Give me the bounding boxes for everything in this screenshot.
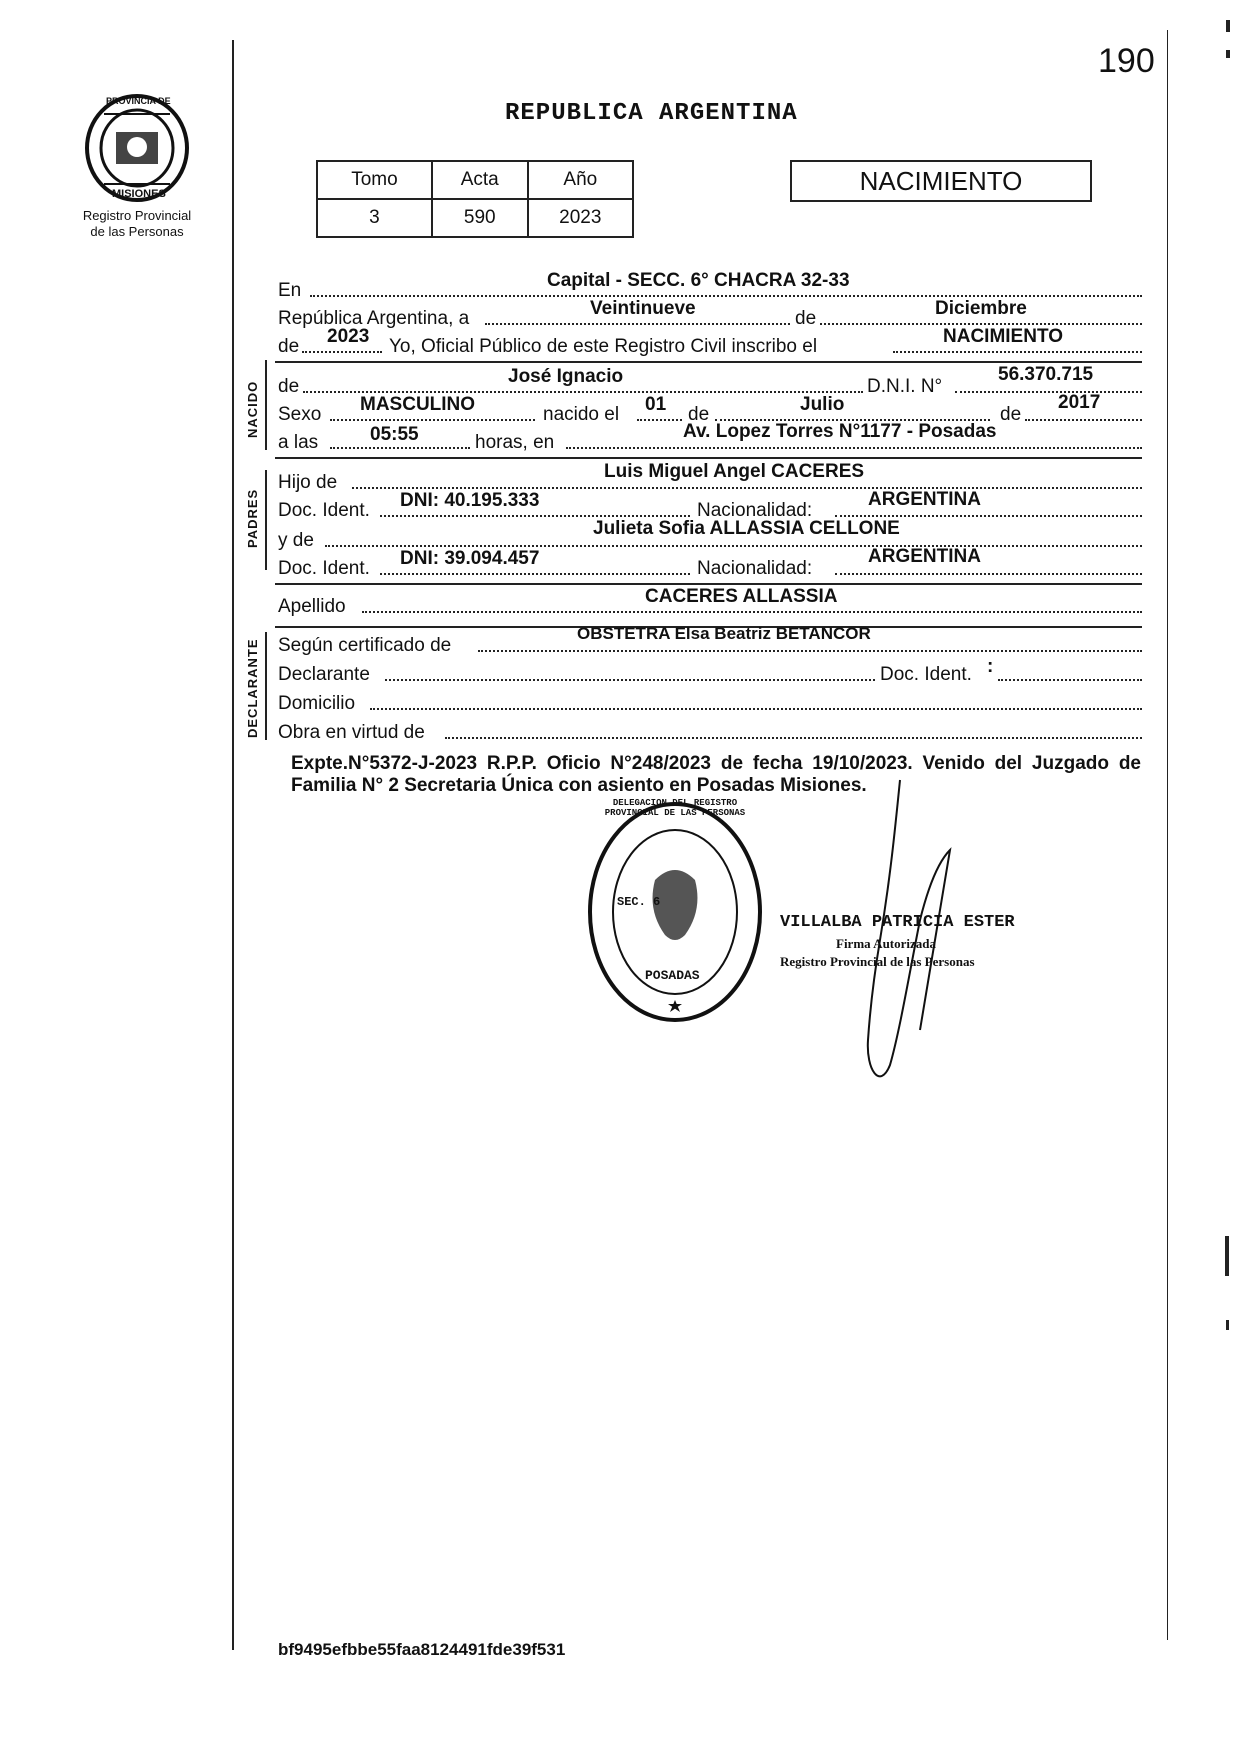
dots-nombre	[303, 391, 863, 393]
value-lugar: Capital - SECC. 6° CHACRA 32-33	[547, 270, 850, 291]
stamp-left-text: SEC. 6	[617, 895, 661, 909]
register-header-anio: Año	[528, 161, 633, 199]
act-type-box: NACIMIENTO	[790, 160, 1092, 202]
side-label-declarante: DECLARANTE	[245, 638, 260, 738]
label-horas-en: horas, en	[475, 432, 555, 453]
label-de-anio-nac: de	[1000, 404, 1022, 425]
side-label-nacido: NACIDO	[245, 380, 260, 438]
register-value-acta: 590	[432, 199, 528, 237]
dots-anio	[302, 351, 382, 353]
side-label-padres: PADRES	[245, 488, 260, 548]
label-nacido-el: nacido el	[543, 404, 620, 425]
divider-1	[275, 361, 1142, 363]
dots-certificado	[478, 650, 1142, 652]
dots-tipo	[893, 351, 1142, 353]
dots-en	[310, 295, 1142, 297]
padres-bracket	[265, 470, 273, 570]
label-doc-ident-1: Doc. Ident.	[278, 500, 370, 521]
value-madre: Julieta Sofia ALLASSIA CELLONE	[593, 518, 900, 539]
signatory-office: Registro Provincial de las Personas	[780, 954, 975, 969]
value-nac-padre: ARGENTINA	[868, 489, 981, 510]
left-margin-line	[232, 40, 234, 1650]
label-de-anio: de	[278, 336, 300, 357]
dots-madre	[325, 545, 1142, 547]
label-apellido: Apellido	[278, 596, 346, 617]
label-obra-virtud: Obra en virtud de	[278, 722, 425, 743]
label-yo-oficial: Yo, Oficial Público de este Registro Civil inscribo el	[389, 336, 818, 357]
value-tipo-inscripcion: NACIMIENTO	[943, 326, 1063, 347]
divider-3	[275, 583, 1142, 585]
value-lugar-nac: Av. Lopez Torres N°1177 - Posadas	[683, 421, 997, 442]
dots-mes	[820, 323, 1142, 325]
dots-apellido	[362, 611, 1142, 613]
value-sexo: MASCULINO	[360, 394, 476, 415]
dots-anio-nac	[1025, 419, 1142, 421]
dots-hora	[330, 447, 470, 449]
value-apellido: CACERES ALLASSIA	[645, 586, 838, 607]
dots-nac-madre	[835, 573, 1142, 575]
value-anio: 2023	[327, 326, 370, 347]
value-doc-madre: DNI: 39.094.457	[400, 548, 540, 569]
scan-mark-4	[1226, 1320, 1229, 1330]
logo-caption-1: Registro Provincial	[82, 208, 192, 223]
register-value-tomo: 3	[317, 199, 432, 237]
signatory-role: Firma Autorizada	[836, 936, 937, 951]
dots-doc-padre	[380, 515, 690, 517]
label-doc-ident-2: Doc. Ident.	[278, 558, 370, 579]
scan-mark-3	[1225, 1236, 1229, 1276]
label-nacionalidad-1: Nacionalidad:	[697, 500, 813, 521]
value-hora: 05:55	[370, 424, 419, 445]
label-sexo: Sexo	[278, 404, 322, 425]
register-header-tomo: Tomo	[317, 161, 432, 199]
value-doc-decl: :	[987, 656, 994, 677]
dots-doc-madre	[380, 573, 690, 575]
value-dia-nac: 01	[645, 394, 667, 415]
seal-text-bottom: MISIONES	[112, 188, 166, 200]
label-dni: D.N.I. N°	[867, 376, 943, 397]
document-hash: bf9495efbbe55faa8124491fde39f531	[278, 1640, 566, 1659]
dots-dia-nac	[637, 419, 682, 421]
label-a-las: a las	[278, 432, 319, 453]
scan-mark-2	[1226, 50, 1230, 58]
label-en: En	[278, 280, 302, 301]
label-declarante: Declarante	[278, 664, 370, 685]
value-dia: Veintinueve	[590, 298, 696, 319]
logo-caption-2: de las Personas	[90, 224, 184, 239]
dots-dia	[485, 323, 790, 325]
signatory-name: VILLALBA PATRICIA ESTER	[780, 913, 1015, 932]
divider-2	[275, 457, 1142, 459]
value-anio-nac: 2017	[1058, 392, 1101, 413]
dots-domicilio	[370, 708, 1142, 710]
value-dni: 56.370.715	[998, 364, 1094, 385]
value-nombre: José Ignacio	[508, 366, 624, 387]
dots-padre	[352, 487, 1142, 489]
register-value-anio: 2023	[528, 199, 633, 237]
page-number: 190	[1098, 42, 1155, 80]
value-doc-padre: DNI: 40.195.333	[400, 490, 540, 511]
nacido-bracket	[265, 360, 273, 450]
label-de-mes-nac: de	[688, 404, 710, 425]
register-table	[316, 160, 634, 238]
stamp-ring-text: DELEGACION DEL REGISTRO PROVINCIAL DE LAS PERSONAS	[604, 798, 746, 818]
page-title: REPUBLICA ARGENTINA	[505, 100, 798, 127]
right-margin-line	[1167, 30, 1168, 1640]
dots-obra-virtud	[445, 737, 1142, 739]
label-hijo-de: Hijo de	[278, 472, 338, 493]
value-mes: Diciembre	[935, 298, 1027, 319]
label-nacionalidad-2: Nacionalidad:	[697, 558, 813, 579]
value-mes-nac: Julio	[800, 394, 845, 415]
dots-sexo	[330, 419, 535, 421]
label-y-de: y de	[278, 530, 314, 551]
label-segun-certificado: Según certificado de	[278, 635, 452, 656]
label-republica: República Argentina, a	[278, 308, 470, 329]
register-header-acta: Acta	[432, 161, 528, 199]
official-stamp	[585, 800, 765, 1025]
label-de-nombre: de	[278, 376, 300, 397]
dots-lugar-nac	[566, 447, 1142, 449]
dots-dni	[955, 391, 1142, 393]
label-de-mes: de	[795, 308, 817, 329]
declarante-bracket	[265, 632, 273, 740]
label-doc-ident-decl: Doc. Ident.	[880, 664, 972, 685]
dots-nac-padre	[835, 515, 1142, 517]
province-seal-logo	[82, 92, 192, 204]
expediente-note: Expte.N°5372-J-2023 R.P.P. Oficio N°248/2023 de fecha 19/10/2023. Venido del Juzgado de Familia N° 2 Secretaria Única con asiento en Posadas Misiones.	[291, 753, 1141, 796]
dots-declarante	[385, 679, 875, 681]
dots-doc-decl	[998, 679, 1142, 681]
seal-text-top: PROVINCIA DE	[106, 96, 171, 106]
value-certificado: OBSTETRA Elsa Beatriz BETANCOR	[577, 624, 871, 643]
value-padre: Luis Miguel Angel CACERES	[604, 461, 865, 482]
scan-mark-1	[1226, 20, 1230, 32]
label-domicilio: Domicilio	[278, 693, 356, 714]
value-nac-madre: ARGENTINA	[868, 546, 981, 567]
stamp-bottom-text: POSADAS	[645, 968, 700, 983]
